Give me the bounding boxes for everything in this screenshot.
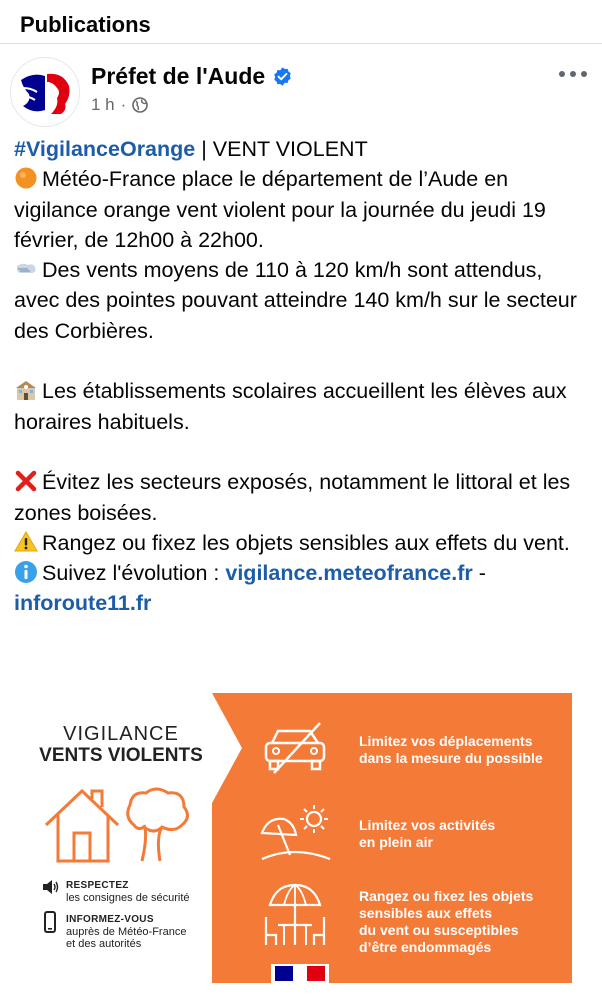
school-icon <box>14 378 38 402</box>
paragraph-4-text: Évitez les secteurs exposés, notamment le littoral et les zones boisées. <box>14 470 571 525</box>
advice-2-line-1: Limitez vos activités <box>359 817 496 833</box>
tip1-title: RESPECTEZ <box>66 880 129 891</box>
advice-3-line-1: Rangez ou fixez les objets <box>359 888 534 904</box>
post-header <box>0 44 602 124</box>
infographic-title-2: VENTS VIOLENTS <box>39 745 203 766</box>
page-title: Publications <box>20 12 151 37</box>
more-dot-icon <box>570 71 576 77</box>
tip2-title: INFORMEZ-VOUS <box>66 914 154 925</box>
more-options-button[interactable] <box>556 64 590 84</box>
paragraph-3-text: Les établissements scolaires accueillent les élèves aux horaires habituels. <box>14 379 567 434</box>
vigilance-link[interactable]: vigilance.meteofrance.fr <box>225 561 473 586</box>
advice-3-line-2: sensibles aux effets <box>359 905 493 921</box>
phone-icon <box>44 911 56 933</box>
advice-1 <box>359 733 543 767</box>
orange-circle-icon <box>14 166 38 190</box>
spacer <box>14 437 592 467</box>
paragraph-6-text: Suivez l'évolution : <box>42 561 226 586</box>
meta-separator: · <box>120 95 127 114</box>
advice-3-line-4: d’être endommagés <box>359 939 492 955</box>
post-paragraph-1 <box>14 164 592 255</box>
cross-mark-icon <box>14 469 38 493</box>
post-time[interactable]: 1 h <box>91 95 115 114</box>
post-paragraph-5 <box>14 528 592 558</box>
post-paragraph-2 <box>14 255 592 346</box>
advice-2-line-2: en plein air <box>359 834 433 850</box>
car-crossed-icon <box>262 721 328 777</box>
link-separator: - <box>472 561 486 586</box>
house-tree-icon <box>44 785 194 865</box>
paragraph-1-text: Météo-France place le département de l’Aude en vigilance orange vent violent pour la journée du jeudi 19 février, de 12h00 à 22h00. <box>14 167 546 252</box>
inforoute-link[interactable]: inforoute11.fr <box>14 591 152 616</box>
info-icon <box>14 560 38 584</box>
post-line-1 <box>14 134 592 164</box>
paragraph-5-text: Rangez ou fixez les objets sensibles aux effets du vent. <box>42 530 570 555</box>
tip2-line-1: auprès de Météo-France <box>66 926 187 938</box>
vigilance-infographic[interactable] <box>30 693 572 983</box>
tip1-text: les consignes de sécurité <box>66 892 190 904</box>
arrow-notch-icon <box>208 693 242 823</box>
spacer <box>14 346 592 376</box>
author-label[interactable]: Préfet de l'Aude <box>91 63 266 89</box>
warning-icon <box>14 530 38 554</box>
parasol-sun-icon <box>258 801 334 863</box>
top-bar <box>0 0 602 44</box>
tip2-line-2: et des autorités <box>66 938 142 950</box>
advice-3 <box>359 888 533 956</box>
avatar[interactable] <box>10 57 80 127</box>
more-dot-icon <box>581 71 587 77</box>
hashtag-link[interactable]: #VigilanceOrange <box>14 137 196 161</box>
advice-1-line-1: Limitez vos déplacements <box>359 733 533 749</box>
post-meta <box>91 95 148 115</box>
garden-furniture-icon <box>262 881 328 951</box>
wind-face-icon <box>14 257 38 281</box>
post-paragraph-3 <box>14 376 592 437</box>
tip-inform <box>66 913 186 950</box>
advice-2 <box>359 817 495 851</box>
infographic-title-1: VIGILANCE <box>63 723 179 745</box>
verified-badge-icon <box>272 66 293 87</box>
post-body <box>14 134 592 619</box>
paragraph-2-text: Des vents moyens de 110 à 120 km/h sont attendus, avec des pointes pouvant atteindre 140 km/h sur le secteur des Corbières. <box>14 258 577 343</box>
speaker-icon <box>42 879 60 895</box>
tip-respect <box>66 879 190 904</box>
post-paragraph-4 <box>14 467 592 528</box>
post-line-1-text: | VENT VIOLENT <box>195 137 368 161</box>
advice-3-line-3: du vent ou susceptibles <box>359 922 519 938</box>
globe-icon <box>132 97 148 113</box>
marianne-logo-icon <box>11 58 80 127</box>
republique-logo-icon <box>271 964 329 983</box>
author-name[interactable] <box>91 63 293 90</box>
post-paragraph-6 <box>14 558 592 619</box>
more-dot-icon <box>559 71 565 77</box>
advice-1-line-2: dans la mesure du possible <box>359 750 543 766</box>
